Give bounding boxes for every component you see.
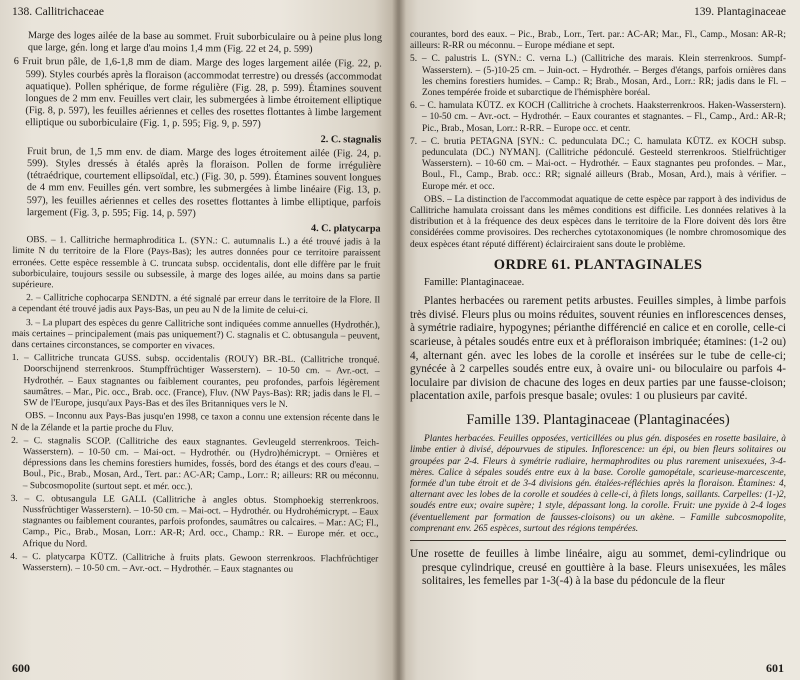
key-couplet-6: 6 Fruit brun pâle, de 1,6-1,8 mm de diam. Marge des loges largement ailée (Fig. 22, p. 599). Styles courbés après la floraison (accommodat terrestre) ou dressés (accommodat aquatique). Pollen sphérique, de forme régulière (Fig. 28, p. 599). Étamines souvent longues de 2 mm env. Feuilles vert clair, les submergées à limbe étroitement elliptique (Fig. 8, p. 597), les feuilles aériennes et celles des rosettes flottantes à limbe largement elliptique ou suborbiculaire (Fig. 1, p. 595; Fig. 9, p. 597)	[13, 56, 382, 131]
left-running-head: 138. Callitrichaceae	[12, 6, 104, 18]
species-truncata: 1. – Callitriche truncata GUSS. subsp. occidentalis (ROUY) BR.-BL. (Callitriche tronqué. Doorschijnend sterrenkroos. Stumpffrüchtiger Wasserstern). – 10-50 cm. – Avr.-oct. – Hydrothér. – Eaux stagnantes ou faiblement courantes, peu profondes, parfois légèrement saumâtres. – Mar., Pic. occ., Brab. occ. (France), Fluv. (NW Pays-Bas): RR; jadis dans le Fl. – SW de l'Europe, jusqu'aux Pays-Bas et des îles Britanniques vers le N.	[11, 353, 380, 411]
left-text-column	[10, 30, 382, 579]
obs-brutia: OBS. – La distinction de l'accommodat aquatique de cette espèce par rapport à des individus de Callitriche hamulata croissant dans les mêmes conditions est difficile. Les données relatives à la distribution et à la fréquence des deux espèces dans le territoire de la Flore doivent dès lors être considérées comme provisoires. Des recherches cytotaxonomiques (le nombre chromosomique des deux espèces étant réputé différent) éclairciraient sans doute le problème.	[410, 194, 786, 250]
right-running-head: 139. Plantaginaceae	[694, 6, 786, 18]
left-page	[0, 0, 398, 680]
book-gutter	[392, 0, 406, 680]
right-text-column	[410, 30, 786, 591]
ordre-description: Plantes herbacées ou rarement petits arbustes. Feuilles simples, à limbe parfois très divisé. Fleurs plus ou moins réduites, souvent réunies en inflorescences denses, à symétrie radiaire, hypogynes; périanthe différencié en calice et en corolle, celle-ci scarieuse, à pétales soudés entre eux et à préfloraison imbriquée; étamines: (1-2 ou) 4, alternant gén. avec les lobes de la corolle et insérées sur le tube de celle-ci; gynécée à 2 carpelles soudés entre eux, à ovaire uni- ou biloculaire ou parfois 4-loculaire par division de chacune des loges en deux parties par une fausse-cloison; placentation axile, parfois presque basale; ovules: 1 ou plusieurs par cavité.	[410, 295, 786, 403]
ordre-heading: ORDRE 61. PLANTAGINALES	[493, 256, 703, 273]
species-obtusangula: 3. – C. obtusangula LE GALL (Callitriche à angles obtus. Stomphoekig sterrenkroos. Nussfrüchtiger Wasserstern). – 10-50 cm. – Mai-oct. – Hydrothér. ou Hydrohémicrypt. – Eaux stagnantes ou faiblement courantes, parfois profondes, saumâtres ou calcaires. – Mar.: AC; Fl., Camp., Pic., Brab., Mosan, Lorr.: AR-R; Ard. occ., Champ.: RR. – Europe mér. et occ., Afrique du Nord.	[10, 493, 379, 550]
key-couplet-6-alt: Fruit brun, de 1,5 mm env. de diam. Marge des loges étroitement ailée (Fig. 24, p. 599). Styles dressés à étalés après la floraison. Pollen de forme irrégulière (tétraédrique, courtement ellipsoïdal, etc.) (Fig. 30, p. 599). Étamines souvent longues de 4 mm env. Feuilles gén. vert sombre, les submergées à limbe linéaire (Fig. 13, p. 597), les feuilles aériennes et celles des rosettes flottantes à limbe elliptique, parfois largement (Fig. 3, p. 595; Fig. 14, p. 597)	[26, 145, 382, 220]
species-brutia: 7. – C. brutia PETAGNA [SYN.: C. pedunculata DC.; C. hamulata KÜTZ. ex KOCH subsp. pedunculata (DC.) NYMAN]. (Callitriche pédonculé. Gesteeld sterrenkroos. Stielfrüchtiger Wasserstern). – 10-60 cm. – Mai-oct. – Hydrothér. – Eaux stagnantes peu profondes. – Mar., Boul., Fl., Camp., Brab. occ.: RR; signalé ailleurs (Brab., Mosan, Ard.), mais à vérifier. – Europe mér. et occ.	[410, 136, 786, 192]
obs-note-2: 2. – Callitriche cophocarpa SENDTN. a été signalé par erreur dans le territoire de la Flore. Il a cependant été trouvé jadis aux Pays-Bas, un peu au N de la limite de celui-ci.	[12, 293, 381, 317]
family-description: Plantes herbacées. Feuilles opposées, verticillées ou plus gén. disposées en rosette basilaire, à limbe entier à divisé, dépourvues de stipules. Inflorescence: un épi, ou bien fleurs solitaires ou groupées par 2-4. Fleurs à symétrie radiaire, hermaphrodites ou plus rarement unisexuées, 3-4-mères. Calice à sépales soudés entre eux à la base. Corolle gamopétale, scarieuse-marcescente, formée d'un tube étroit et de 3-4 divisions gén. étalées-réfléchies après la floraison. Étamines: 4, alternant avec les lobes de la corolle et soudées à celle-ci, à filets longs, saillants. Carpelles: (1-)2, soudés entre eux; ovaire supère; 1 style, dépassant long. la corolle. Fruit: une pyxide à 2-4 loges (éventuellement par formation de fausses-cloisons) ou un akène. – Famille subcosmopolite, comprenant env. 265 espèces, surtout des régions tempérées.	[410, 434, 786, 534]
key-result-stagnalis: 2. C. stagnalis	[320, 133, 382, 146]
species-palustris: 5. – C. palustris L. (SYN.: C. verna L.) (Callitriche des marais. Klein sterrenkroos. Sumpf-Wasserstern). – (5-)10-25 cm. – Juin-oct. – Hydrothér. – Berges d'étangs, parfois ornières dans les chemins forestiers humides. – Camp.: R; Brab., Mosan, Ard., Lorr.: RR; jadis dans le Fl. – Zones tempérée froide et subarctique de l'hémisphère boréal.	[410, 54, 786, 99]
key-couplet-start: Une rosette de feuilles à limbe linéaire, aigu au sommet, demi-cylindrique ou presque cylindrique, creusé en gouttière à la base. Fleurs unisexuées, les mâles solitaires, les femelles par 1-3(-4) à la base du pédoncule de la fleur	[410, 548, 786, 588]
family-heading: Famille 139. Plantaginaceae (Plantaginacées)	[466, 412, 730, 429]
species-stagnalis: 2. – C. stagnalis SCOP. (Callitriche des eaux stagnantes. Gevleugeld sterrenkroos. Teich-Wasserstern). – 10-50 cm. – Mai-oct. – Hydrothér. ou (Hydro)hémicrypt. – Ornières et dépressions dans les chemins forestiers humides, fossés, bord des étangs et des cours d'eau. – Boul., Pic., Brab., Mosan, Ard., Tert. par.: AC-AR; Camp., Lorr.: R; ailleurs: RR ou méconnu. – Subcosmopolite (surtout sept. et mér. occ.).	[11, 435, 380, 492]
obs-note-3: 3. – La plupart des espèces du genre Callitriche sont indiquées comme annuelles (Hydrothér.), mais certaines – principalement (mais pas uniquement?) C. stagnalis et C. obtusangula – peuvent, dans certaines circonstances, se comporter en vivaces.	[11, 317, 380, 352]
key-couplet-text: Marge des loges ailée de la base au sommet. Fruit suborbiculaire ou à peine plus long que large, gén. long et large d'au moins 1,4 mm (Fig. 22 et 24, p. 599)	[27, 30, 382, 56]
famille-line: Famille: Plantaginaceae.	[424, 277, 525, 289]
species-platycarpa: 4. – C. platycarpa KÜTZ. (Callitriche à fruits plats. Gewoon sterrenkroos. Flachfrüchtiger Wasserstern). – 10-50 cm. – Avr.-oct. – Hydrothér. – Eaux stagnantes ou	[10, 551, 379, 575]
obs-truncata: OBS. – Inconnu aux Pays-Bas jusqu'en 1998, ce taxon a connu une extension récente dans le N de la Zélande et la partie proche du Fluv.	[11, 411, 380, 434]
key-result-platycarpa: 4. C. platycarpa	[310, 223, 381, 235]
obs-note-1: OBS. – 1. Callitriche hermaphroditica L. (SYN.: C. autumnalis L.) a été trouvé jadis à la limite N du territoire de la Flore (Pays-Bas); les autres données pour ce territoire paraissent erronées. Cette espèce ressemble à C. truncata subsp. occidentalis, dont elle diffère par le fruit suborbiculaire, toujours sessile ou subsessile, à marge des loges ailée, au moins dans sa partie supérieure.	[12, 235, 381, 291]
species-hamulata: 6. – C. hamulata KÜTZ. ex KOCH (Callitriche à crochets. Haaksterrenkroos. Haken-Wasserstern). – 10-50 cm. – Avr.-oct. – Hydrothér. – Eaux courantes et stagnantes. – Fl., Camp., Ard.: AR-R; Pic., Brab., Mosan, Lorr.: R-RR. – Europe occ. et centr.	[410, 101, 786, 134]
species-platycarpa-cont: courantes, bord des eaux. – Pic., Brab., Lorr., Tert. par.: AC-AR; Mar., Fl., Camp., Mosan: AR-R; ailleurs: R-RR ou méconnu. – Europe médiane et sept.	[410, 30, 786, 52]
right-page	[398, 0, 800, 680]
right-page-number: 601	[766, 660, 784, 675]
left-page-number: 600	[12, 660, 30, 675]
separator-rule	[410, 540, 786, 541]
